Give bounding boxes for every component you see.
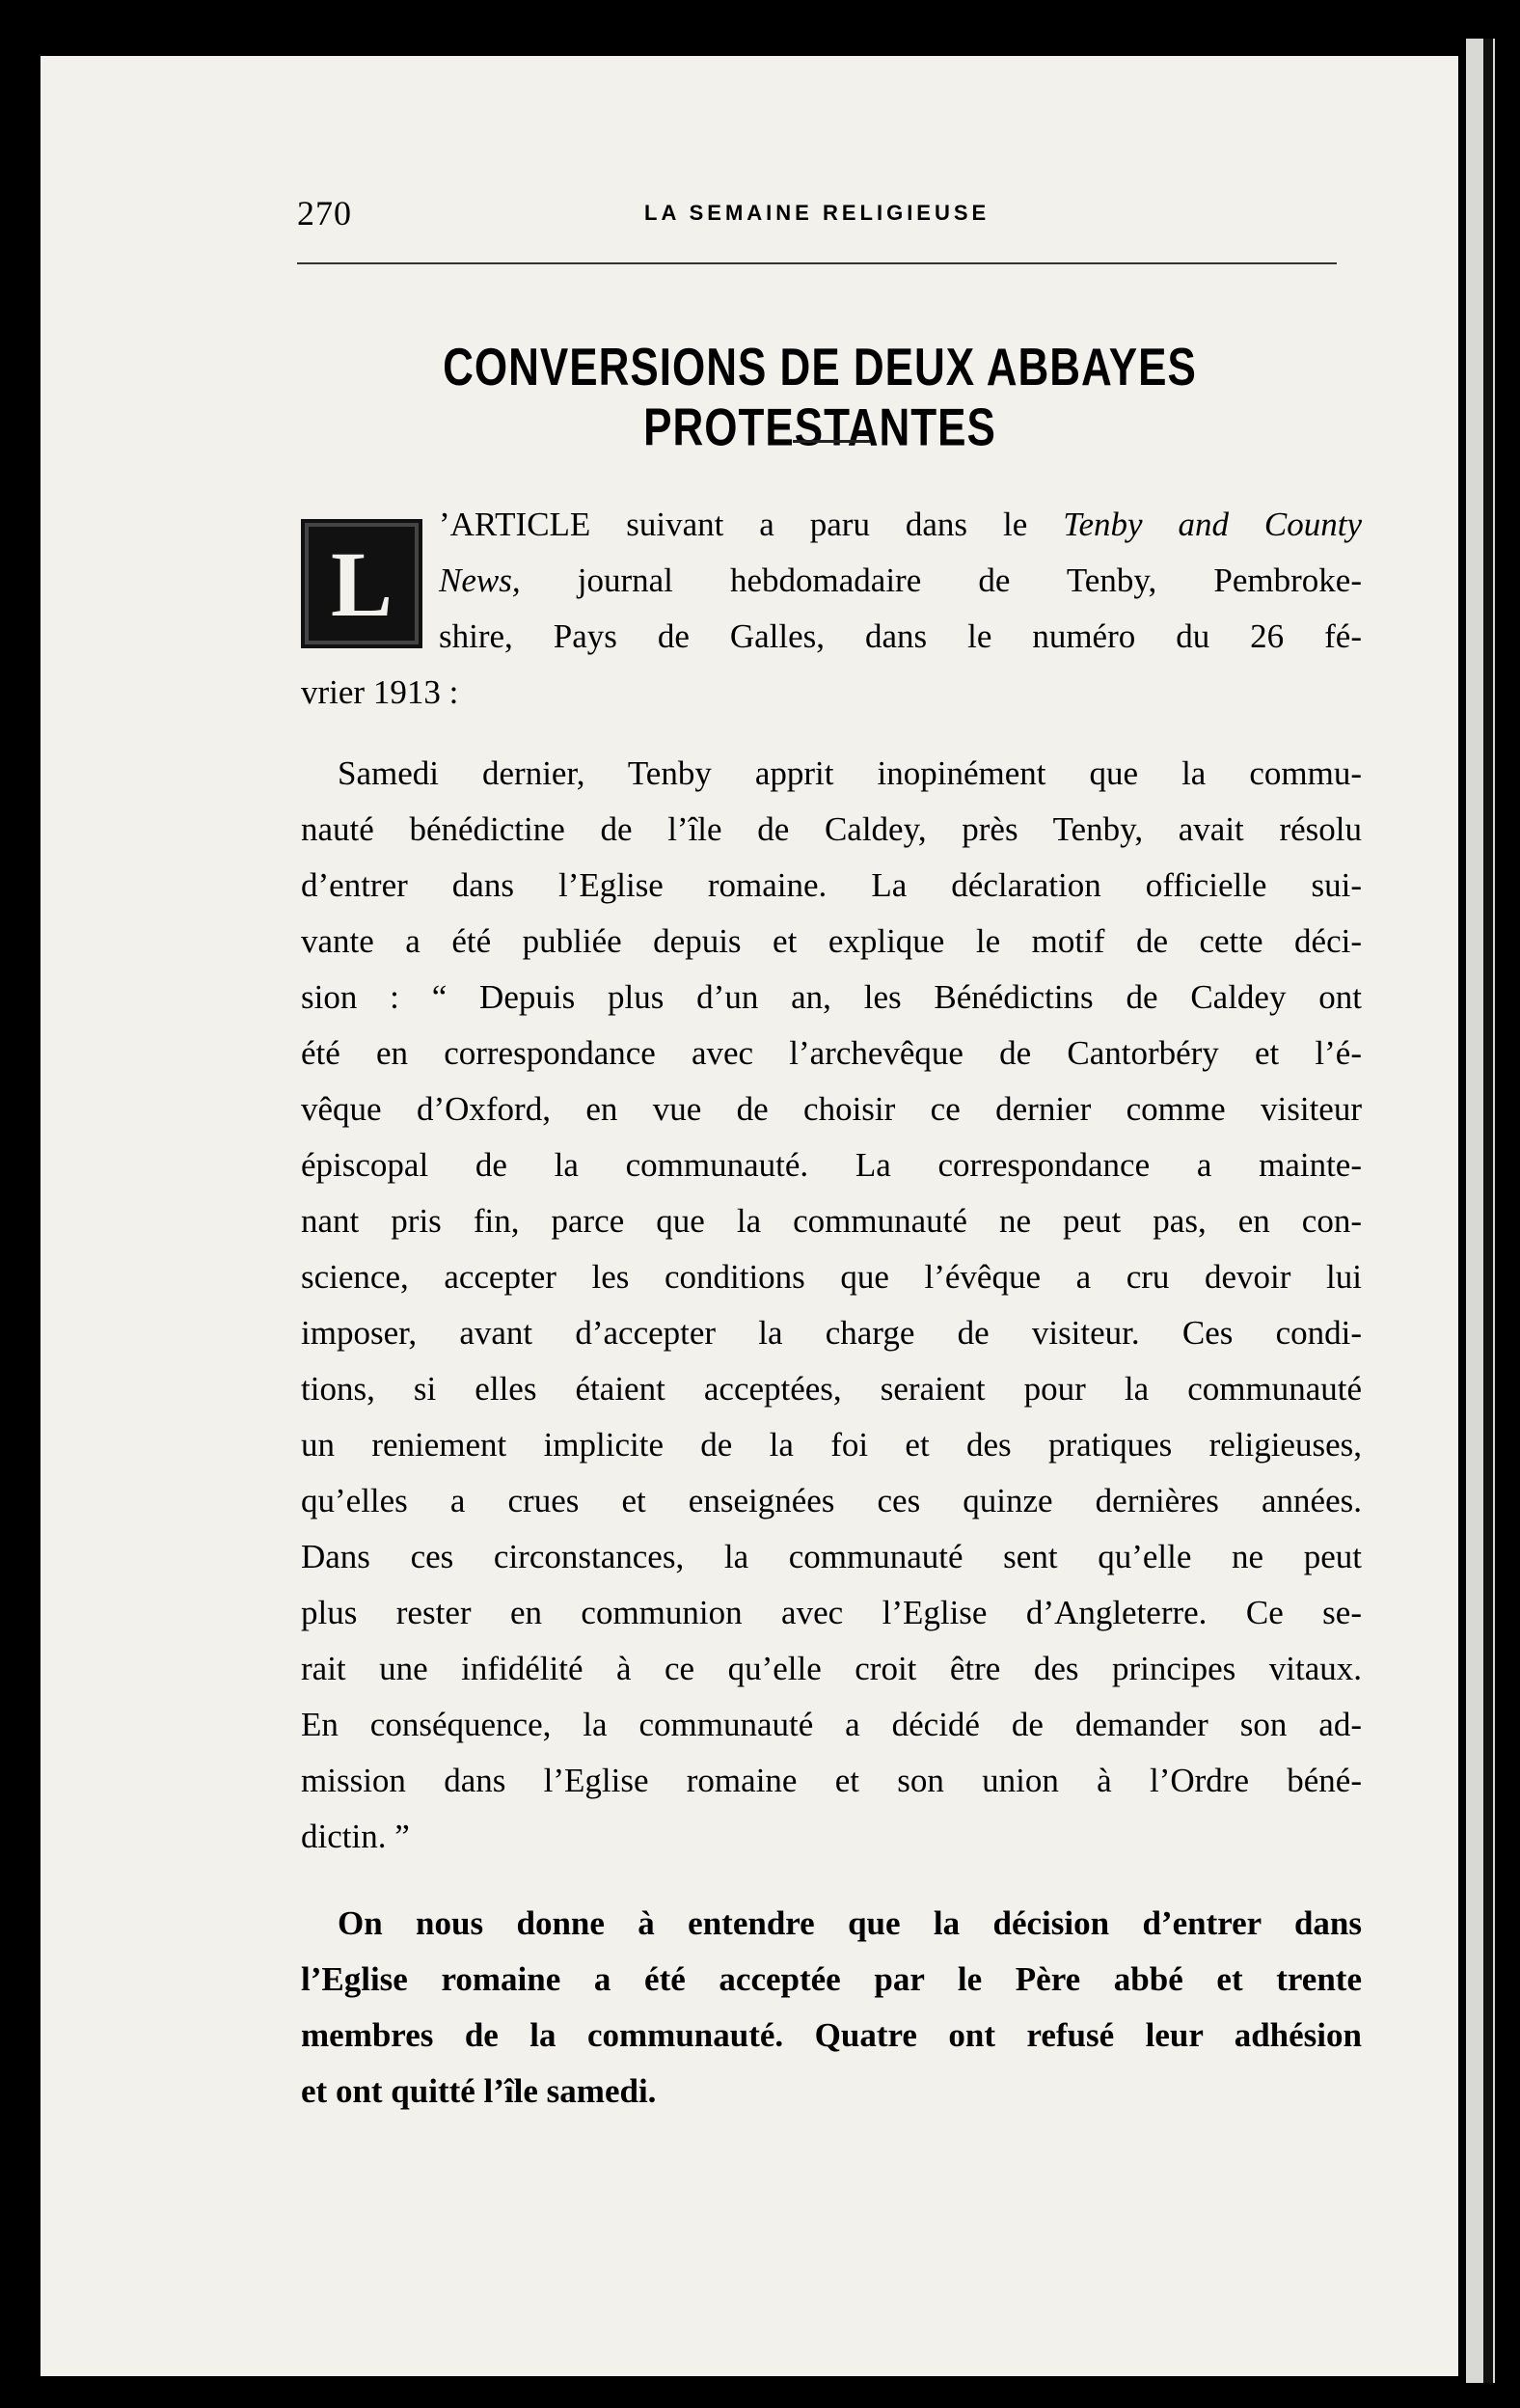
text-line: épiscopal de la communauté. La correspondance a mainte- (301, 1146, 1362, 1184)
text-line: En conséquence, la communauté a décidé de demander son ad- (301, 1706, 1362, 1743)
newspaper-title: Tenby and County (1063, 506, 1362, 543)
article-title: CONVERSIONS DE DEUX ABBAYES PROTESTANTES (443, 338, 1197, 457)
running-head: LA SEMAINE RELIGIEUSE (644, 201, 991, 225)
text-line: Dans ces circonstances, la communauté sent qu’elle ne peut (301, 1538, 1362, 1575)
page-number: 270 (297, 194, 352, 233)
title-rule (793, 440, 870, 443)
text-line: On nous donne à entendre que la décision d’entrer dans (338, 1904, 1362, 1942)
page-header (258, 193, 1329, 241)
text-line: mission dans l’Eglise romaine et son union à l’Ordre béné- (301, 1762, 1362, 1799)
ornamental-dropcap: L (301, 519, 422, 648)
text-line: science, accepter les conditions que l’évêque a cru devoir lui (301, 1258, 1362, 1296)
text-line: vêque d’Oxford, en vue de choisir ce dernier comme visiteur (301, 1090, 1362, 1128)
text-line: d’entrer dans l’Eglise romaine. La déclaration officielle sui- (301, 866, 1362, 904)
text-line: été en correspondance avec l’archevêque de Cantorbéry et l’é- (301, 1034, 1362, 1072)
text-line: ’ARTICLE suivant a paru dans le Tenby and County (439, 506, 1362, 543)
paragraph-1-end (301, 665, 1362, 721)
text-line: vrier 1913 : (301, 673, 459, 711)
text-line: sion : “ Depuis plus d’un an, les Bénédictins de Caldey ont (301, 978, 1362, 1016)
paragraph-2 (301, 746, 1362, 1865)
paragraph-3 (301, 1896, 1362, 2120)
paragraph-1-intro (439, 497, 1362, 665)
text-line: plus rester en communion avec l’Eglise d’Angleterre. Ce se- (301, 1594, 1362, 1631)
text-line: Samedi dernier, Tenby apprit inopinément que la commu- (338, 754, 1362, 792)
text-line: l’Eglise romaine a été acceptée par le Père abbé et trente (301, 1960, 1362, 1998)
text-line: vante a été publiée depuis et explique le motif de cette déci- (301, 922, 1362, 960)
text-line: et ont quitté l’île samedi. (301, 2072, 657, 2110)
text-line: qu’elles a crues et enseignées ces quinze dernières années. (301, 1482, 1362, 1519)
text-line: nauté bénédictine de l’île de Caldey, près Tenby, avait résolu (301, 810, 1362, 848)
text-line: tions, si elles étaient acceptées, seraient pour la communauté (301, 1370, 1362, 1408)
newspaper-title-cont: News, (439, 561, 521, 599)
text-line: imposer, avant d’accepter la charge de visiteur. Ces condi- (301, 1314, 1362, 1352)
text-line: nant pris fin, parce que la communauté ne peut pas, en con- (301, 1202, 1362, 1240)
text-line: un reniement implicite de la foi et des pratiques religieuses, (301, 1426, 1362, 1464)
text-line: rait une infidélité à ce qu’elle croit être des principes vitaux. (301, 1650, 1362, 1687)
text-line: News, journal hebdomadaire de Tenby, Pembroke- (439, 561, 1362, 599)
text-line: shire, Pays de Galles, dans le numéro du 26 fé- (439, 617, 1362, 655)
text-line: membres de la communauté. Quatre ont refusé leur adhésion (301, 2016, 1362, 2054)
header-rule (297, 262, 1337, 264)
page-gutter-shadow (1483, 39, 1493, 2383)
text-line: dictin. ” (301, 1818, 410, 1855)
